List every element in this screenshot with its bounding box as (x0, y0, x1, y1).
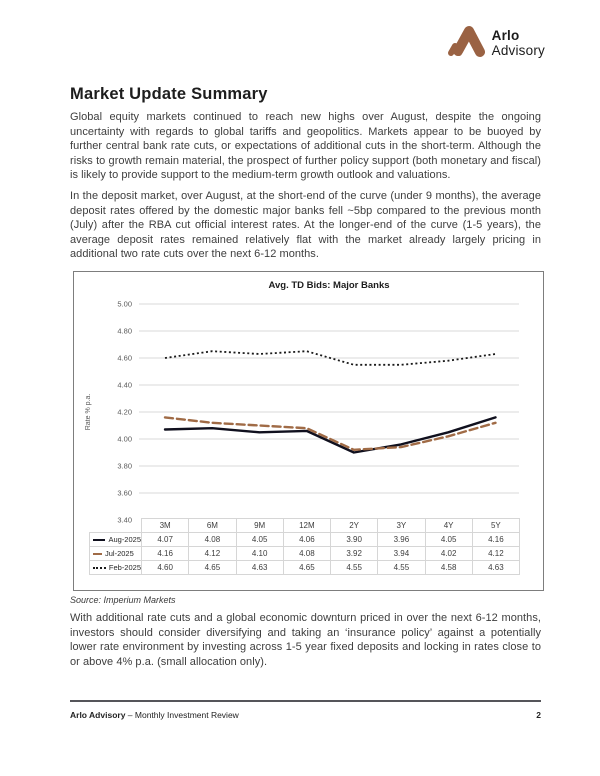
table-cell: 4.05 (236, 533, 283, 547)
legend-cell (90, 561, 142, 575)
y-tick-label: 4.00 (117, 434, 132, 444)
footer-subtitle: – Monthly Investment Review (127, 710, 239, 720)
table-header-cell: 4Y (425, 519, 472, 533)
footer-brand: Arlo Advisory (70, 710, 126, 720)
footer-page-number: 2 (536, 710, 541, 720)
series-name: Aug-2025 (108, 535, 141, 544)
y-tick-label: 3.80 (117, 461, 132, 471)
table-cell: 4.12 (472, 547, 519, 561)
table-header-cell: 9M (236, 519, 283, 533)
table-header-cell: 6M (189, 519, 236, 533)
legend-key-icon (93, 539, 105, 541)
y-tick-label: 4.60 (117, 353, 132, 363)
footer-left (70, 710, 239, 720)
footer (70, 710, 541, 720)
table-cell: 3.96 (378, 533, 425, 547)
page-title: Market Update Summary (70, 85, 268, 103)
table-cell: 4.65 (189, 561, 236, 575)
legend-cell (90, 533, 142, 547)
table-row (90, 533, 520, 547)
paragraph-deposit-market: In the deposit market, over August, at the short-end of the curve (under 9 months), the average deposit rates offered by the domestic major banks fell ~5bp compared to the previous month (July) after the RBA cut official interest rates. At the longer-end of the curve (1-5 years), the average deposit rates remained relatively flat with the market already largely pricing in additional two rate cuts over the next 6-12 months. (70, 190, 541, 261)
y-tick-label: 3.60 (117, 488, 132, 498)
table-cell: 4.16 (472, 533, 519, 547)
legend-key-icon (93, 553, 102, 555)
chart-title: Avg. TD Bids: Major Banks (268, 280, 390, 291)
table-cell: 4.63 (472, 561, 519, 575)
table-cell: 3.94 (378, 547, 425, 561)
logo-brand-name: Arlo (491, 28, 520, 43)
table-cell: 3.90 (331, 533, 378, 547)
y-tick-label: 4.20 (117, 407, 132, 417)
table-cell: 4.60 (142, 561, 189, 575)
chart-table (89, 515, 520, 575)
table-cell: 4.08 (189, 533, 236, 547)
logo (445, 21, 545, 66)
table-row (90, 547, 520, 561)
table-cell: 4.58 (425, 561, 472, 575)
source-note: Source: Imperium Markets (70, 595, 176, 605)
y-tick-label: 4.40 (117, 380, 132, 390)
legend-cell (90, 547, 142, 561)
table-cell: 3.92 (331, 547, 378, 561)
series-name: Feb-2025 (108, 563, 141, 572)
table-cell: 4.55 (378, 561, 425, 575)
table-cell: 4.12 (189, 547, 236, 561)
logo-brand-subname: Advisory (491, 42, 545, 58)
paragraph-recommendation: With additional rate cuts and a global economic downturn priced in over the next 6-12 months, investors should consider diversifying and taking an ‘insurance policy’ against a potentially lower rate environment by investing across 1-5 year fixed deposits and locking in rates close to or above 4% p.a. (small allocation only). (70, 612, 541, 668)
table-cell: 4.07 (142, 533, 189, 547)
table-cell: 4.05 (425, 533, 472, 547)
table-header-cell: 3Y (378, 519, 425, 533)
y-tick-label: 5.00 (117, 299, 132, 309)
table-header-cell: 12M (283, 519, 330, 533)
table-cell: 4.16 (142, 547, 189, 561)
table-cell: 4.02 (425, 547, 472, 561)
table-cell: 4.65 (283, 561, 330, 575)
table-cell: 4.55 (331, 561, 378, 575)
table-header-cell: 5Y (472, 519, 519, 533)
chart (73, 271, 544, 591)
paragraph-market-summary: Global equity markets continued to reach new highs over August, despite the ongoing uncertainty with regards to global tariffs and geopolitics. Markets appear to be buoyed by further central bank rate cuts, or expectations of additional cuts in the short-term. Although the risks to growth remain material, the prospect of further policy support (both monetary and fiscal) is likely to provide support to the medium-term growth outlook and valuations. (70, 111, 541, 182)
table-header-row (90, 519, 520, 533)
table-cell: 4.06 (283, 533, 330, 547)
series-name: Jul-2025 (105, 549, 134, 558)
legend-key-icon (93, 567, 106, 569)
table-cell: 4.10 (236, 547, 283, 561)
y-axis-title: Rate % p.a. (85, 393, 92, 431)
table-corner-cell (90, 519, 142, 533)
arlo-logo-icon (445, 21, 485, 66)
table-cell: 4.08 (283, 547, 330, 561)
table-row (90, 561, 520, 575)
y-tick-label: 3.40 (117, 515, 132, 525)
footer-divider (70, 700, 541, 702)
y-tick-label: 4.80 (117, 326, 132, 336)
table-cell: 4.63 (236, 561, 283, 575)
table-header-cell: 2Y (331, 519, 378, 533)
table-header-cell: 3M (142, 519, 189, 533)
logo-wordmark (492, 29, 545, 58)
